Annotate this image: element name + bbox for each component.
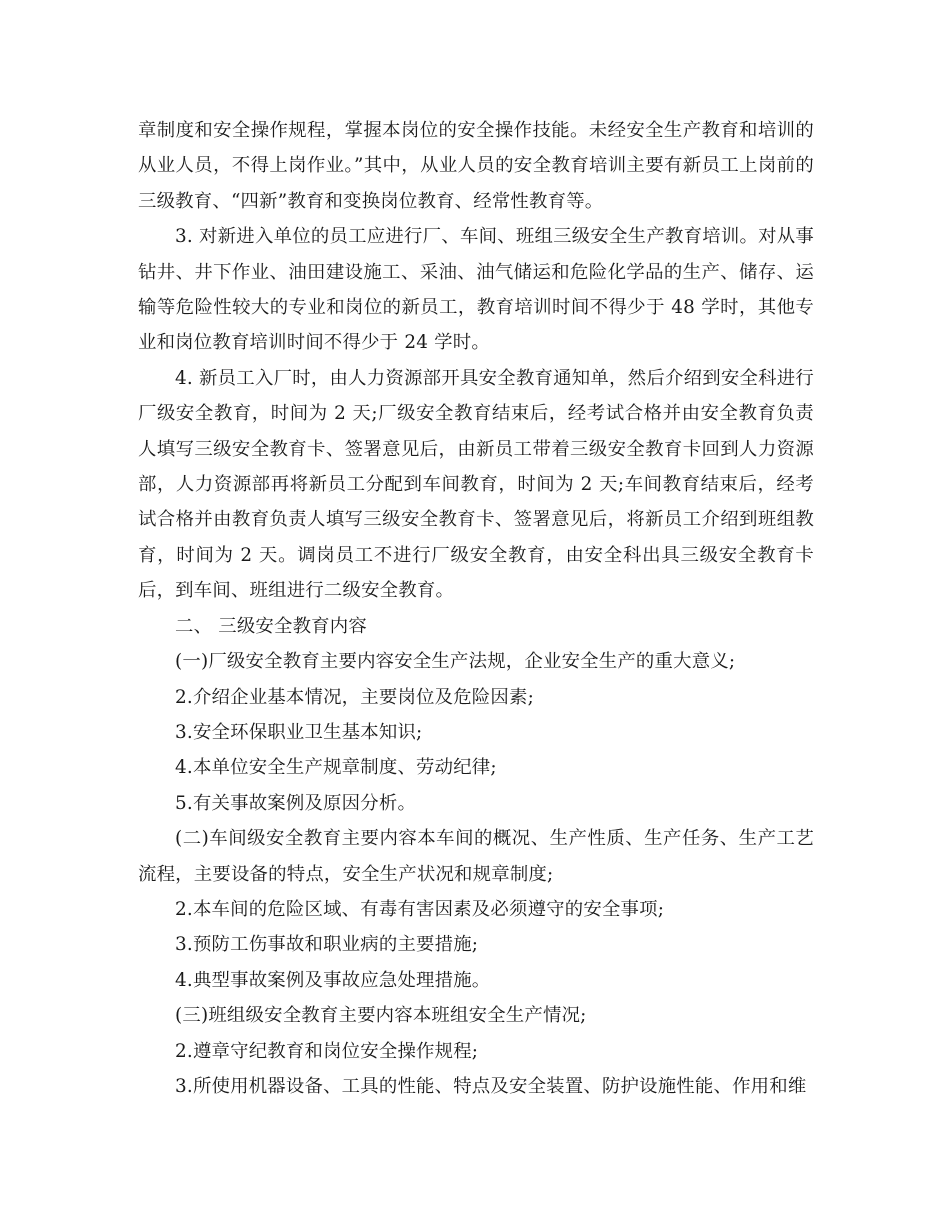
list-item: (二)车间级安全教育主要内容本车间的概况、生产性质、生产任务、生产工艺流程，主要设备的特点，安全生产状况和规章制度; <box>138 828 814 885</box>
paragraph: 4. 新员工入厂时，由人力资源部开具安全教育通知单，然后介绍到安全科进行厂级安全教育，时间为 2 天;厂级安全教育结束后，经考试合格并由安全教育负责人填写三级安全教育卡、签署意见后，由新员工带着三级安全教育卡回到人力资源部，人力资源部再将新员工分配到车间教育，时间为 2 天;车间教育结束后，经考试合格并由教育负责人填写三级安全教育卡、签署意见后，将新员工介绍到班组教育，时间为 2 天。调岗员工不进行厂级安全教育，由安全科出具三级安全教育卡后，到车间、班组进行二级安全教育。 <box>138 367 814 602</box>
list-item: 2.本车间的危险区域、有毒有害因素及必须遵守的安全事项; <box>175 898 665 920</box>
list-item: 5.有关事故案例及原因分析。 <box>175 792 417 814</box>
list-item: 3.安全环保职业卫生基本知识; <box>175 721 423 743</box>
list-item: (一)厂级安全教育主要内容安全生产法规，企业安全生产的重大意义; <box>175 651 736 673</box>
list-item: 3.预防工伤事故和职业病的主要措施; <box>175 934 479 956</box>
paragraph: 章制度和安全操作规程，掌握本岗位的安全操作技能。未经安全生产教育和培训的从业人员，不得上岗作业。”其中，从业人员的安全教育培训主要有新员工上岗前的三级教育、“四新”教育和变换岗位教育、经常性教育等。 <box>138 120 814 212</box>
list-item: 2.遵章守纪教育和岗位安全操作规程; <box>175 1040 479 1062</box>
paragraph: 3. 对新进入单位的员工应进行厂、车间、班组三级安全生产教育培训。对从事钻井、井下作业、油田建设施工、采油、油气储运和危险化学品的生产、储存、运输等危险性较大的专业和岗位的新员工，教育培训时间不得少于 48 学时，其他专业和岗位教育培训时间不得少于 24 学时。 <box>138 226 814 354</box>
list-item: 3.所使用机器设备、工具的性能、特点及安全装置、防护设施性能、作用和维 <box>175 1075 807 1097</box>
list-item: 2.介绍企业基本情况，主要岗位及危险因素; <box>175 686 534 708</box>
list-item: 4.典型事故案例及事故应急处理措施。 <box>175 969 491 991</box>
section-heading: 二、 三级安全教育内容 <box>175 615 367 637</box>
list-item: 4.本单位安全生产规章制度、劳动纪律; <box>175 757 497 779</box>
list-item: (三)班组级安全教育主要内容本班组安全生产情况; <box>175 1005 587 1027</box>
document-body <box>138 113 814 1104</box>
